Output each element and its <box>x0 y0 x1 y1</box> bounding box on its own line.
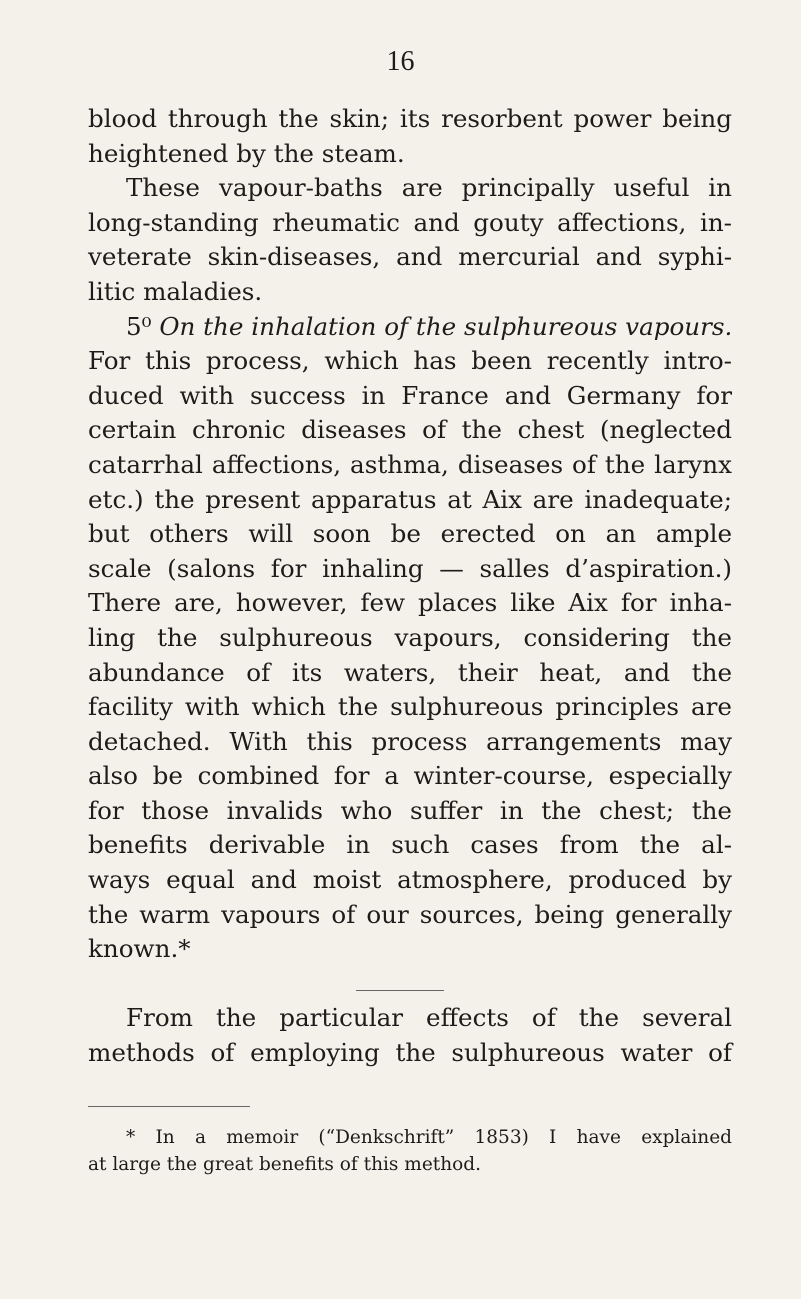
text-line: ways equal and moist atmosphere, produced by <box>88 865 732 895</box>
section-heading <box>88 310 732 345</box>
body-text <box>88 102 732 1071</box>
text-line: heightened by the steam. <box>88 138 405 168</box>
text-line: ling the sulphureous vapours, considering the <box>88 622 732 652</box>
text-line: These vapour-baths are principally useful in <box>126 173 732 203</box>
footnote-line: * In a memoir (“Denkschrift” 1853) I have explained <box>126 1127 732 1148</box>
section-title: On the inhalation of the sulphureous vapours. <box>159 311 733 341</box>
text-line: benefits derivable in such cases from the al- <box>88 830 732 860</box>
text-line: detached. With this process arrangements may <box>88 726 732 756</box>
spacer <box>88 967 732 1002</box>
text-line: certain chronic diseases of the chest (neglected <box>88 415 732 445</box>
footnote <box>88 1124 732 1178</box>
text-line: methods of employing the sulphureous water of <box>88 1038 732 1068</box>
text-line: long-standing rheumatic and gouty affections, in- <box>88 207 732 237</box>
text-line: known.* <box>88 934 191 964</box>
text-line: etc.) the present apparatus at Aix are inadequate; <box>88 484 732 514</box>
text-line: litic maladies. <box>88 276 263 306</box>
text-line: for those invalids who suffer in the chest; the <box>88 795 732 825</box>
text-line: abundance of its waters, their heat, and the <box>88 657 732 687</box>
text-line: catarrhal affections, asthma, diseases of the larynx <box>88 449 732 479</box>
section-number: 5⁰ <box>126 311 152 341</box>
text-line: but others will soon be erected on an ample <box>88 519 732 549</box>
footnote-line: at large the great benefits of this method. <box>88 1154 481 1175</box>
footnote-rule <box>88 1106 250 1107</box>
section-divider <box>356 990 444 991</box>
text-line: For this process, which has been recently intro- <box>88 346 732 376</box>
text-line: blood through the skin; its resorbent power being <box>88 104 732 133</box>
text-line: There are, however, few places like Aix for inha- <box>88 588 732 618</box>
text-line: scale (salons for inhaling — salles d’aspiration.) <box>88 553 732 583</box>
text-line: veterate skin-diseases, and mercurial and syphi- <box>88 242 732 272</box>
text-line: From the particular effects of the several <box>126 1003 732 1033</box>
text-line: also be combined for a winter-course, especially <box>88 761 732 791</box>
text-line: the warm vapours of our sources, being generally <box>88 899 732 929</box>
page-number: 16 <box>386 46 415 77</box>
text-line: duced with success in France and Germany for <box>88 380 732 410</box>
text-line: facility with which the sulphureous principles are <box>88 692 732 722</box>
